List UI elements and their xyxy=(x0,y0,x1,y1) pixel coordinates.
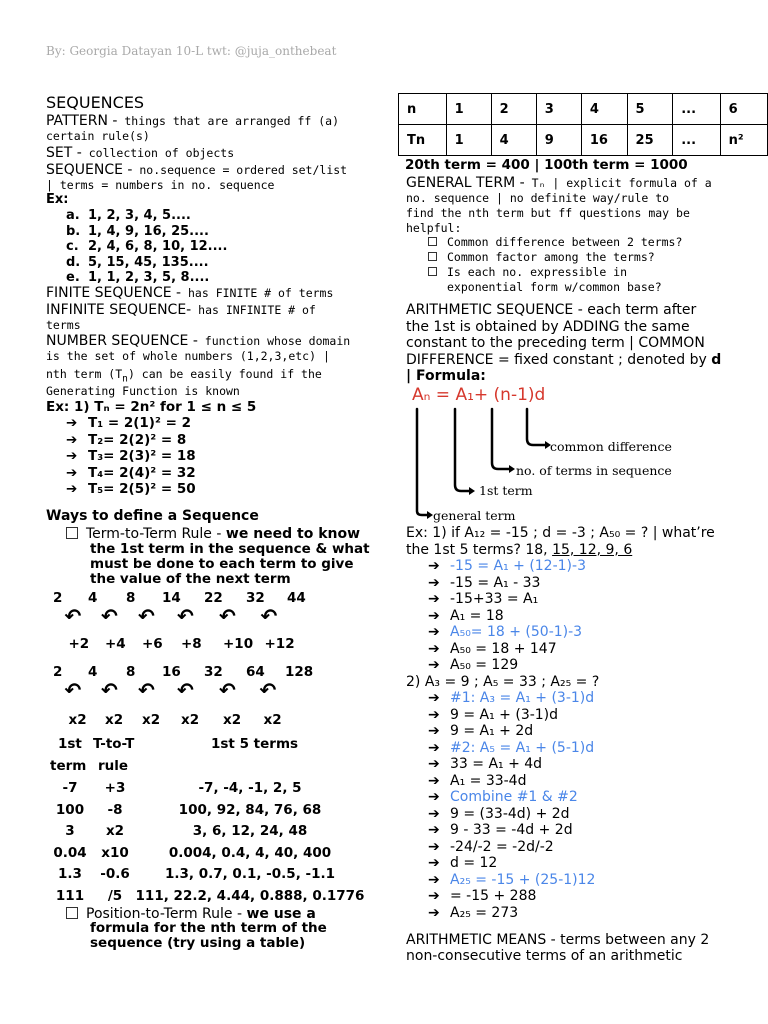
sequence-difference: x2 xyxy=(181,712,200,728)
arrow-icon: ➔ xyxy=(428,723,440,739)
term-to-term-cont-1: the 1st term in the sequence & what xyxy=(90,541,370,557)
table-cell-rule: x10 xyxy=(101,844,129,861)
tn-cell: 16 xyxy=(581,125,627,156)
n-cell: ... xyxy=(673,94,720,125)
sequence-difference: +10 xyxy=(223,636,254,652)
definition-line: ARITHMETIC SEQUENCE - each term after xyxy=(406,302,697,318)
symbol-d: d xyxy=(711,351,722,368)
solution-step xyxy=(428,740,594,756)
arrow-icon: ➔ xyxy=(66,431,78,448)
arrow-icon: ➔ xyxy=(428,772,440,789)
general-term-definition: GENERAL TERM - Tₙ | explicit formula of a xyxy=(406,175,712,191)
curved-arrow-icon: ↶ xyxy=(260,604,278,628)
step-text: #2: A₅ = A₁ + (5-1)d xyxy=(450,739,595,756)
n-cell: 3 xyxy=(536,94,581,125)
definition-line: DIFFERENCE = fixed constant ; denoted by d xyxy=(406,351,722,368)
tn-cell: Tn xyxy=(399,125,447,156)
term-to-term-cont-3: the value of the next term xyxy=(90,571,291,587)
table-cell-terms: 1.3, 0.7, 0.1, -0.5, -1.1 xyxy=(164,866,336,882)
arrow-icon: ➔ xyxy=(428,739,440,756)
example-text: 5, 15, 45, 135.... xyxy=(88,254,209,270)
position-to-term-cont-2: sequence (try using a table) xyxy=(90,935,306,951)
sequence-number: 2 xyxy=(53,590,63,606)
question-text: Common difference between 2 terms? xyxy=(447,235,683,249)
solution-step xyxy=(428,707,558,723)
arrow-icon: ➔ xyxy=(428,855,440,871)
n-cell: n xyxy=(399,94,447,125)
question-text: Is each no. expressible in xyxy=(447,265,628,279)
sequence-definition: SEQUENCE - no.sequence = ordered set/list xyxy=(46,162,348,178)
tn-cell: 25 xyxy=(627,125,673,156)
table-cell-terms: 100, 92, 84, 76, 68 xyxy=(178,801,322,818)
table-cell-first-term: 1.3 xyxy=(58,866,82,882)
step-text: -24/-2 = -2d/-2 xyxy=(450,838,554,855)
example-item xyxy=(66,209,191,224)
curved-arrow-icon: ↶ xyxy=(219,604,236,628)
annotation-common-difference: common difference xyxy=(550,439,672,454)
example-question-1-cont: the 1st 5 terms? 18, 15, 12, 9, 6 xyxy=(406,542,633,558)
arrow-icon: ➔ xyxy=(428,640,440,657)
solution-step xyxy=(428,591,538,607)
step-text: A₂₅ = -15 + (25-1)12 xyxy=(450,871,596,888)
checkbox-icon xyxy=(428,252,437,261)
n-cell: 6 xyxy=(720,94,767,125)
formula-label: | Formula: xyxy=(406,368,486,384)
example-letter: b. xyxy=(66,223,81,239)
n-cell: 5 xyxy=(627,94,673,125)
sequence-number: 32 xyxy=(204,664,223,680)
step-text: 9 = A₁ + (3-1)d xyxy=(450,706,559,723)
example-letter: d. xyxy=(66,254,81,270)
question-item xyxy=(428,266,627,279)
checkbox-icon xyxy=(66,907,78,919)
solution-step xyxy=(428,789,578,805)
tn-cell: ... xyxy=(673,125,720,156)
sequence-number: 4 xyxy=(88,590,98,606)
position-to-term-cont-1: formula for the nth term of the xyxy=(90,920,327,936)
arrow-icon: ➔ xyxy=(428,805,440,822)
step-text: A₅₀ = 18 + 147 xyxy=(450,640,557,657)
curved-arrow-icon: ↶ xyxy=(64,678,82,702)
step-text: T₁ = 2(1)² = 2 xyxy=(88,415,191,431)
example-question-1: Ex: 1) if A₁₂ = -15 ; d = -3 ; A₅₀ = ? | what’re xyxy=(406,525,715,541)
sequence-number: 32 xyxy=(246,590,265,606)
pattern-definition-cont: certain rule(s) xyxy=(46,129,150,143)
number-sequence-definition: NUMBER SEQUENCE - function whose domain xyxy=(46,333,351,349)
solution-step xyxy=(428,756,542,772)
step-text: 9 - 33 = -4d + 2d xyxy=(450,822,573,838)
arrow-icon: ➔ xyxy=(428,888,440,904)
tn-cell: 9 xyxy=(536,125,581,156)
arrow-icon: ➔ xyxy=(428,822,440,838)
author-header: By: Georgia Datayan 10-L twt: @juja_onthebeat xyxy=(46,44,337,58)
arrow-icon: ➔ xyxy=(66,464,78,481)
checkbox-icon xyxy=(428,237,437,246)
example-1-statement: Ex: 1) Tₙ = 2n² for 1 ≤ n ≤ 5 xyxy=(46,399,257,415)
step-text: d = 12 xyxy=(450,855,498,871)
sequence-difference: x2 xyxy=(223,712,242,728)
term-to-term-rule: Term-to-Term Rule - we need to know xyxy=(66,526,360,542)
position-to-term-rule: Position-to-Term Rule - we use a xyxy=(66,906,316,922)
solution-step xyxy=(66,449,196,465)
tn-row xyxy=(399,125,768,156)
annotation-number-of-terms: no. of terms in sequence xyxy=(516,463,672,478)
solution-step xyxy=(428,888,536,904)
example-text: 1, 1, 2, 3, 5, 8.... xyxy=(88,270,210,285)
solution-step xyxy=(428,558,586,574)
example-item xyxy=(66,225,209,240)
page-title: SEQUENCES xyxy=(46,93,145,112)
table-cell-first-term: 100 xyxy=(55,801,85,818)
table-cell-first-term: 3 xyxy=(65,823,75,839)
solution-step xyxy=(428,773,526,789)
curved-arrow-icon: ↶ xyxy=(64,604,82,628)
infinite-sequence-definition: INFINITE SEQUENCE- has INFINITE # of xyxy=(46,302,316,318)
step-text: = -15 + 288 xyxy=(450,888,537,904)
example-text: 2, 4, 6, 8, 10, 12.... xyxy=(88,239,228,254)
sequence-difference: x2 xyxy=(263,712,282,728)
sequence-difference: +4 xyxy=(105,636,126,652)
curved-arrow-icon: ↶ xyxy=(259,678,277,702)
table-header: term xyxy=(50,758,87,774)
step-text: T₅= 2(5)² = 50 xyxy=(88,481,196,497)
sequence-number: 44 xyxy=(287,590,306,606)
arrow-icon: ➔ xyxy=(428,690,440,706)
terms-line: 20th term = 400 | 100th term = 1000 xyxy=(405,157,688,173)
arithmetic-means-cont: non-consecutive terms of an arithmetic xyxy=(406,948,683,964)
sequence-number: 8 xyxy=(126,664,136,680)
number-sequence-cont-3: Generating Function is known xyxy=(46,384,240,398)
arrow-icon: ➔ xyxy=(428,624,440,640)
arrow-icon: ➔ xyxy=(428,607,440,624)
arrow-icon: ➔ xyxy=(428,756,440,772)
table-header: 1st xyxy=(58,736,82,752)
solution-step xyxy=(428,839,554,855)
example-letter: a. xyxy=(66,208,80,223)
example-letter: e. xyxy=(66,270,80,285)
example-question-2: 2) A₃ = 9 ; A₅ = 33 ; A₂₅ = ? xyxy=(406,674,600,690)
sequence-difference: +2 xyxy=(68,636,90,652)
table-cell-first-term: 111 xyxy=(55,887,85,904)
sequence-difference: x2 xyxy=(105,712,124,728)
curved-arrow-icon: ↶ xyxy=(138,604,155,628)
sequence-number: 16 xyxy=(162,664,181,680)
step-text: 9 = (33-4d) + 2d xyxy=(450,805,570,822)
table-cell-first-term: -7 xyxy=(62,780,78,796)
n-cell: 1 xyxy=(446,94,491,125)
table-cell-rule: /5 xyxy=(107,887,123,904)
arrow-icon: ➔ xyxy=(66,481,78,497)
sequence-number: 4 xyxy=(88,664,98,680)
table-cell-first-term: 0.04 xyxy=(53,844,87,861)
definition-line: constant to the preceding term | COMMON xyxy=(406,335,705,351)
ways-title: Ways to define a Sequence xyxy=(46,508,259,524)
finite-sequence-definition: FINITE SEQUENCE - has FINITE # of terms xyxy=(46,285,334,301)
example-text: 1, 2, 3, 4, 5.... xyxy=(88,208,191,223)
question-item xyxy=(428,236,682,249)
solution-step xyxy=(66,433,186,449)
question-item xyxy=(428,251,655,264)
n-cell: 4 xyxy=(581,94,627,125)
curved-arrow-icon: ↶ xyxy=(177,678,194,702)
step-text: T₂= 2(2)² = 8 xyxy=(88,431,187,448)
solution-step xyxy=(428,822,573,838)
table-cell-terms: 0.004, 0.4, 4, 40, 400 xyxy=(168,844,332,861)
solution-step xyxy=(66,466,196,482)
arrow-icon: ➔ xyxy=(66,415,78,431)
infinite-sequence-cont: terms xyxy=(46,318,81,332)
sequence-number: 14 xyxy=(162,590,181,606)
question-text: exponential form w/common base? xyxy=(447,280,662,294)
step-text: 33 = A₁ + 4d xyxy=(450,756,543,772)
n-row xyxy=(399,94,768,125)
tn-cell: 1 xyxy=(446,125,491,156)
term-to-term-cont-2: must be done to each term to give xyxy=(90,556,354,572)
step-text: T₄= 2(4)² = 32 xyxy=(88,464,196,481)
solution-step xyxy=(428,657,518,673)
table-cell-terms: -7, -4, -1, 2, 5 xyxy=(198,780,302,796)
curved-arrow-icon: ↶ xyxy=(177,604,194,628)
set-definition: SET - collection of objects xyxy=(46,145,235,161)
tn-cell: 4 xyxy=(491,125,536,156)
solution-step xyxy=(428,690,594,706)
step-text: -15 = A₁ - 33 xyxy=(450,574,541,591)
solution-step xyxy=(428,872,595,888)
example-item xyxy=(66,256,209,271)
arrow-icon: ➔ xyxy=(428,789,440,805)
example-letter: c. xyxy=(66,239,79,254)
curved-arrow-icon: ↶ xyxy=(101,604,118,628)
table-cell-terms: 3, 6, 12, 24, 48 xyxy=(192,823,308,839)
arithmetic-means-definition: ARITHMETIC MEANS - terms between any 2 xyxy=(406,932,710,948)
number-sequence-cont-2: nth term $(T_n)$ can be easily found if the xyxy=(46,367,322,385)
question-text: Common factor among the terms? xyxy=(447,250,655,264)
example-text: 1, 4, 9, 16, 25.... xyxy=(88,223,209,239)
arrow-icon: ➔ xyxy=(428,838,440,855)
step-text: #1: A₃ = A₁ + (3-1)d xyxy=(450,690,595,706)
sequence-difference: x2 xyxy=(68,712,87,728)
table-cell-rule: -8 xyxy=(107,801,123,818)
curved-arrow-icon: ↶ xyxy=(219,678,236,702)
sequence-difference: +12 xyxy=(264,636,295,652)
arrow-icon: ➔ xyxy=(428,871,440,888)
arrow-icon: ➔ xyxy=(66,448,78,464)
annotation-general-term: general term xyxy=(433,508,516,523)
sequence-number: 128 xyxy=(285,664,314,680)
general-term-cont-3: helpful: xyxy=(406,221,462,235)
curved-arrow-icon: ↶ xyxy=(138,678,155,702)
question-item xyxy=(428,281,662,294)
table-cell-terms: 111, 22.2, 4.44, 0.888, 0.1776 xyxy=(135,887,365,904)
step-text: A₅₀= 18 + (50-1)-3 xyxy=(450,624,583,640)
arithmetic-formula: Aₙ = A₁+ (n-1)d xyxy=(412,385,546,405)
solution-step xyxy=(66,482,196,498)
n-cell: 2 xyxy=(491,94,536,125)
sequence-definition-cont: | terms = numbers in no. sequence xyxy=(46,178,275,192)
number-sequence-cont-1: is the set of whole numbers (1,2,3,etc) | xyxy=(46,349,330,363)
solution-step xyxy=(428,905,518,921)
checkbox-icon xyxy=(66,527,78,539)
arrow-icon: ➔ xyxy=(428,574,440,591)
step-text: A₁ = 33-4d xyxy=(450,772,527,789)
solution-step xyxy=(428,855,497,871)
solution-step xyxy=(428,641,557,657)
example-item xyxy=(66,271,209,286)
step-text: T₃= 2(3)² = 18 xyxy=(88,448,196,464)
solution-step xyxy=(428,575,540,591)
step-text: Combine #1 & #2 xyxy=(450,789,578,805)
table-header: T-to-T xyxy=(93,736,135,752)
n-tn-table xyxy=(398,93,768,156)
pattern-definition: PATTERN - things that are arranged ff (a) xyxy=(46,113,340,129)
examples-label: Ex: xyxy=(46,192,69,207)
solution-step xyxy=(66,416,191,432)
sequence-difference: +6 xyxy=(142,636,163,652)
general-term-cont-1: no. sequence | no definite way/rule to xyxy=(406,191,670,205)
table-header: rule xyxy=(98,758,129,774)
annotation-first-term: 1st term xyxy=(479,483,533,498)
sequence-difference: +8 xyxy=(181,636,202,652)
sequence-number: 64 xyxy=(246,664,265,680)
solution-step xyxy=(428,608,504,624)
table-cell-rule: x2 xyxy=(105,823,125,839)
sequence-number: 22 xyxy=(204,590,223,606)
table-cell-rule: +3 xyxy=(104,780,126,796)
table-cell-rule: -0.6 xyxy=(100,866,130,882)
solution-step xyxy=(428,624,582,640)
solution-step xyxy=(428,723,533,739)
step-text: 9 = A₁ + 2d xyxy=(450,723,534,739)
checkbox-icon xyxy=(428,267,437,276)
example-item xyxy=(66,240,227,255)
step-text: -15 = A₁ + (12-1)-3 xyxy=(450,558,586,574)
arrow-icon: ➔ xyxy=(428,657,440,673)
solution-step xyxy=(428,806,570,822)
arrow-icon: ➔ xyxy=(428,558,440,574)
arrow-icon: ➔ xyxy=(428,591,440,607)
sequence-number: 2 xyxy=(53,664,63,680)
table-header: 1st 5 terms xyxy=(211,736,299,752)
curved-arrow-icon: ↶ xyxy=(101,678,118,702)
arrow-icon: ➔ xyxy=(428,706,440,723)
sequence-number: 8 xyxy=(126,590,136,606)
tn-cell: n² xyxy=(720,125,767,156)
general-term-cont-2: find the nth term but ff questions may be xyxy=(406,206,690,220)
step-text: A₅₀ = 129 xyxy=(450,657,519,673)
step-text: A₁ = 18 xyxy=(450,607,504,624)
sequence-difference: x2 xyxy=(142,712,161,728)
step-text: -15+33 = A₁ xyxy=(450,591,539,607)
definition-line: the 1st is obtained by ADDING the same xyxy=(406,318,690,335)
arrow-icon: ➔ xyxy=(428,904,440,921)
step-text: A₂₅ = 273 xyxy=(450,904,519,921)
